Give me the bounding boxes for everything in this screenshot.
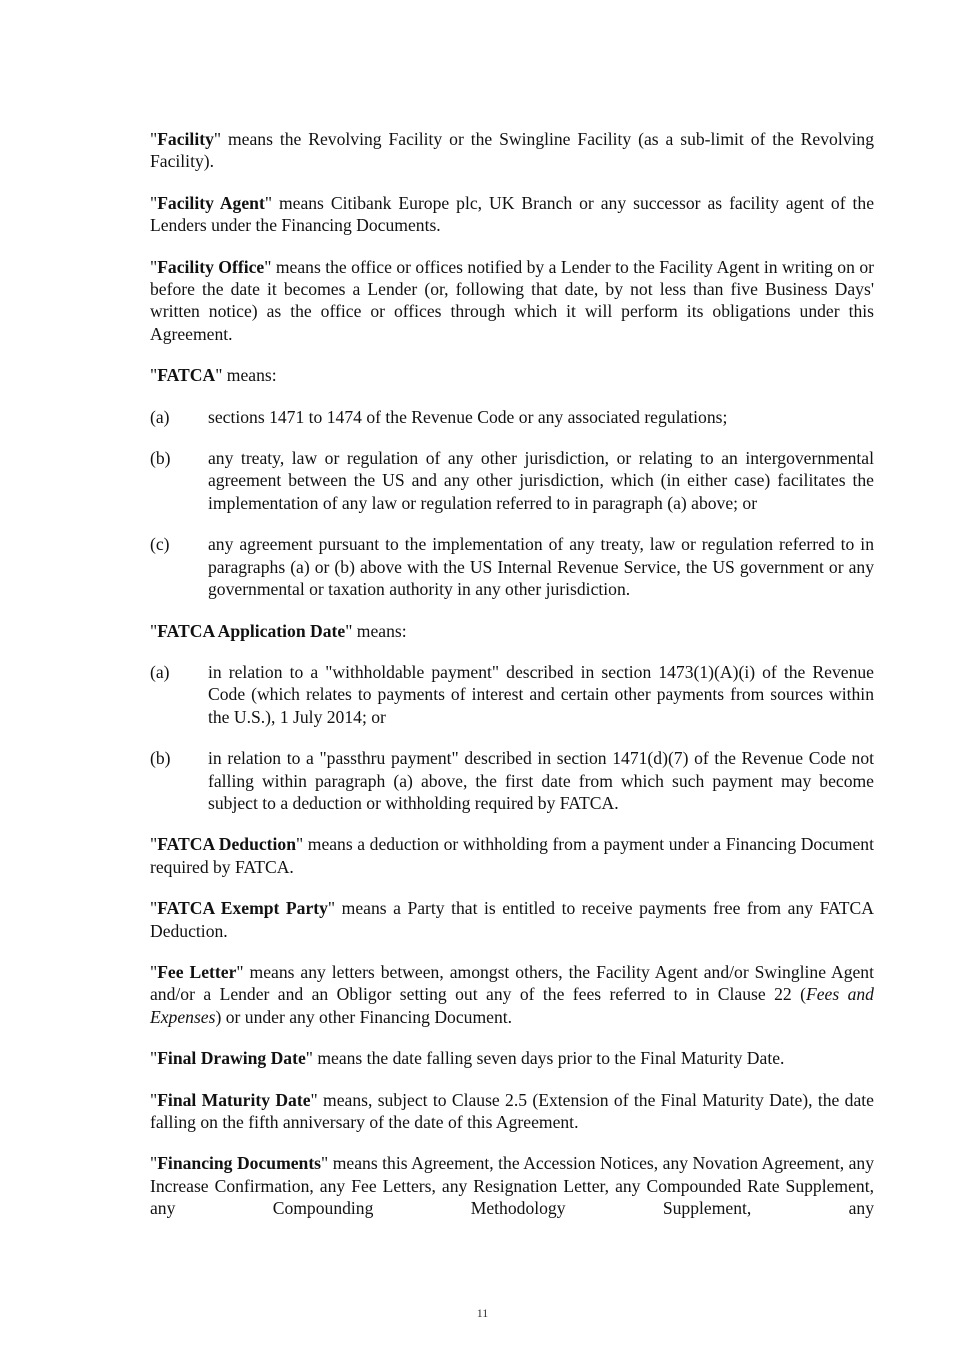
list-marker: (a) bbox=[150, 661, 170, 682]
definition-text: means Citibank Europe plc, UK Branch or any successor as facility agent of the Lenders under the Financing Documents. bbox=[150, 192, 875, 236]
list-item-text: in relation to a "passthru payment" described in section 1471(d)(7) of the Revenue Code not falling within paragraph (a) above, the first date from which such payment may become subject to a deduction or withholding required by FATCA. bbox=[208, 748, 874, 813]
list-marker: (a) bbox=[150, 406, 170, 427]
defined-term: Financing Documents bbox=[157, 1153, 322, 1174]
list-item-text: in relation to a "withholdable payment" described in section 1473(1)(A)(i) of the Revenue Code (which relates to payments of interest and certain other payments from sources within the U.S.), 1 July 2014; or bbox=[208, 661, 874, 727]
defined-term: Fee Letter bbox=[157, 961, 237, 982]
clause-reference: Fees and Expenses bbox=[150, 984, 874, 1027]
list-item bbox=[150, 447, 874, 514]
list-item-text: any agreement pursuant to the implementation of any treaty, law or regulation referred to in paragraphs (a) or (b) above with the US Internal Revenue Service, the US government or any governmental or taxation authority in any other jurisdiction. bbox=[208, 534, 874, 600]
definition-text: means any letters between, amongst others, the Facility Agent and/or Swingline Agent and/or a Lender and an Obligor setting out any of the fees referred to in Clause 22 ( bbox=[150, 961, 874, 1005]
definition-facility-agent: "Facility Agent" means Citibank Europe plc, UK Branch or any successor as facility agent of the Lenders under the Financing Documents. bbox=[150, 192, 875, 236]
defined-term: Final Drawing Date bbox=[157, 1048, 306, 1069]
defined-term: Facility bbox=[157, 129, 214, 149]
definition-fatca-application-date: "FATCA Application Date" means: bbox=[150, 620, 407, 641]
list-item bbox=[150, 661, 874, 728]
definition-fatca: "FATCA" means: bbox=[150, 365, 277, 386]
defined-term: FATCA bbox=[157, 365, 216, 386]
definition-financing-documents: "Financing Documents" means this Agreement, the Accession Notices, any Novation Agreement, any Increase Confirmation, any Fee Letters, any Resignation Letter, any Compounded Rate Supplement, any Compounding Methodology Supplement, any bbox=[150, 1153, 875, 1219]
definition-final-drawing-date: "Final Drawing Date" means the date falling seven days prior to the Final Maturity Date. bbox=[150, 1048, 785, 1069]
definition-text: means a Party that is entitled to receive payments free from any FATCA Deduction. bbox=[150, 898, 874, 941]
definition-facility: "Facility" means the Revolving Facility or the Swingline Facility (as a sub-limit of the Revolving Facility). bbox=[150, 129, 874, 172]
defined-term: Facility Office bbox=[157, 256, 265, 277]
list-item bbox=[150, 533, 874, 600]
definition-fatca-deduction: "FATCA Deduction" means a deduction or withholding from a payment under a Financing Document required by FATCA. bbox=[150, 834, 874, 877]
definition-text: means: bbox=[222, 365, 277, 386]
defined-term: FATCA Exempt Party bbox=[157, 898, 328, 919]
defined-term: FATCA Application Date bbox=[157, 620, 346, 641]
list-item bbox=[150, 747, 874, 814]
definition-text: means a deduction or withholding from a payment under a Financing Document required by FATCA. bbox=[150, 834, 874, 877]
definition-text: means this Agreement, the Accession Notices, any Novation Agreement, any Increase Confirmation, any Fee Letters, any Resignation Letter, any Compounded Rate Supplement, any Compounding Methodology Supplement, any bbox=[150, 1153, 875, 1219]
page-number: 11 bbox=[476, 1306, 489, 1320]
list-marker: (c) bbox=[150, 534, 170, 555]
list-marker: (b) bbox=[150, 748, 171, 769]
document-page bbox=[150, 128, 874, 1239]
list-item-text: any treaty, law or regulation of any other jurisdiction, or relating to an intergovernmental agreement between the US and any other jurisdiction, which (in either case) facilitates the implementation of any law or regulation referred to in paragraph (a) above; or bbox=[208, 448, 874, 513]
definition-text: means the Revolving Facility or the Swingline Facility (as a sub-limit of the Revolving Facility). bbox=[150, 129, 874, 172]
defined-term: Final Maturity Date bbox=[157, 1089, 311, 1110]
definition-text-continued: ) or under any other Financing Document. bbox=[215, 1006, 513, 1027]
list-marker: (b) bbox=[150, 448, 171, 469]
list-item-text: sections 1471 to 1474 of the Revenue Code or any associated regulations; bbox=[208, 406, 728, 427]
definition-facility-office: "Facility Office" means the office or offices notified by a Lender to the Facility Agent in writing on or before the date it becomes a Lender (or, following that date, by not less than five Business Days' written notice) as the office or offices through which it will perform its obligations under this Agreement. bbox=[150, 256, 874, 344]
definition-text: means: bbox=[352, 620, 407, 641]
definition-text: means the office or offices notified by a Lender to the Facility Agent in writing on or before the date it becomes a Lender (or, following that date, by not less than five Business Days' written notice) as the office or offices through which it will perform its obligations under this Agreement. bbox=[150, 256, 874, 344]
definition-fee-letter: "Fee Letter" means any letters between, amongst others, the Facility Agent and/or Swingline Agent and/or a Lender and an Obligor setting out any of the fees referred to in Clause 22 (Fees and Expenses) or under any other Financing Document. bbox=[150, 961, 874, 1027]
list-item bbox=[150, 406, 874, 428]
definition-text: means, subject to Clause 2.5 (Extension of the Final Maturity Date), the date falling on the fifth anniversary of the date of this Agreement. bbox=[150, 1089, 874, 1132]
definition-fatca-exempt-party: "FATCA Exempt Party" means a Party that is entitled to receive payments free from any FATCA Deduction. bbox=[150, 898, 874, 941]
defined-term: FATCA Deduction bbox=[157, 834, 296, 855]
definition-text: means the date falling seven days prior to the Final Maturity Date. bbox=[312, 1048, 785, 1069]
defined-term: Facility Agent bbox=[157, 192, 265, 213]
definition-final-maturity-date: "Final Maturity Date" means, subject to Clause 2.5 (Extension of the Final Maturity Date), the date falling on the fifth anniversary of the date of this Agreement. bbox=[150, 1089, 874, 1132]
